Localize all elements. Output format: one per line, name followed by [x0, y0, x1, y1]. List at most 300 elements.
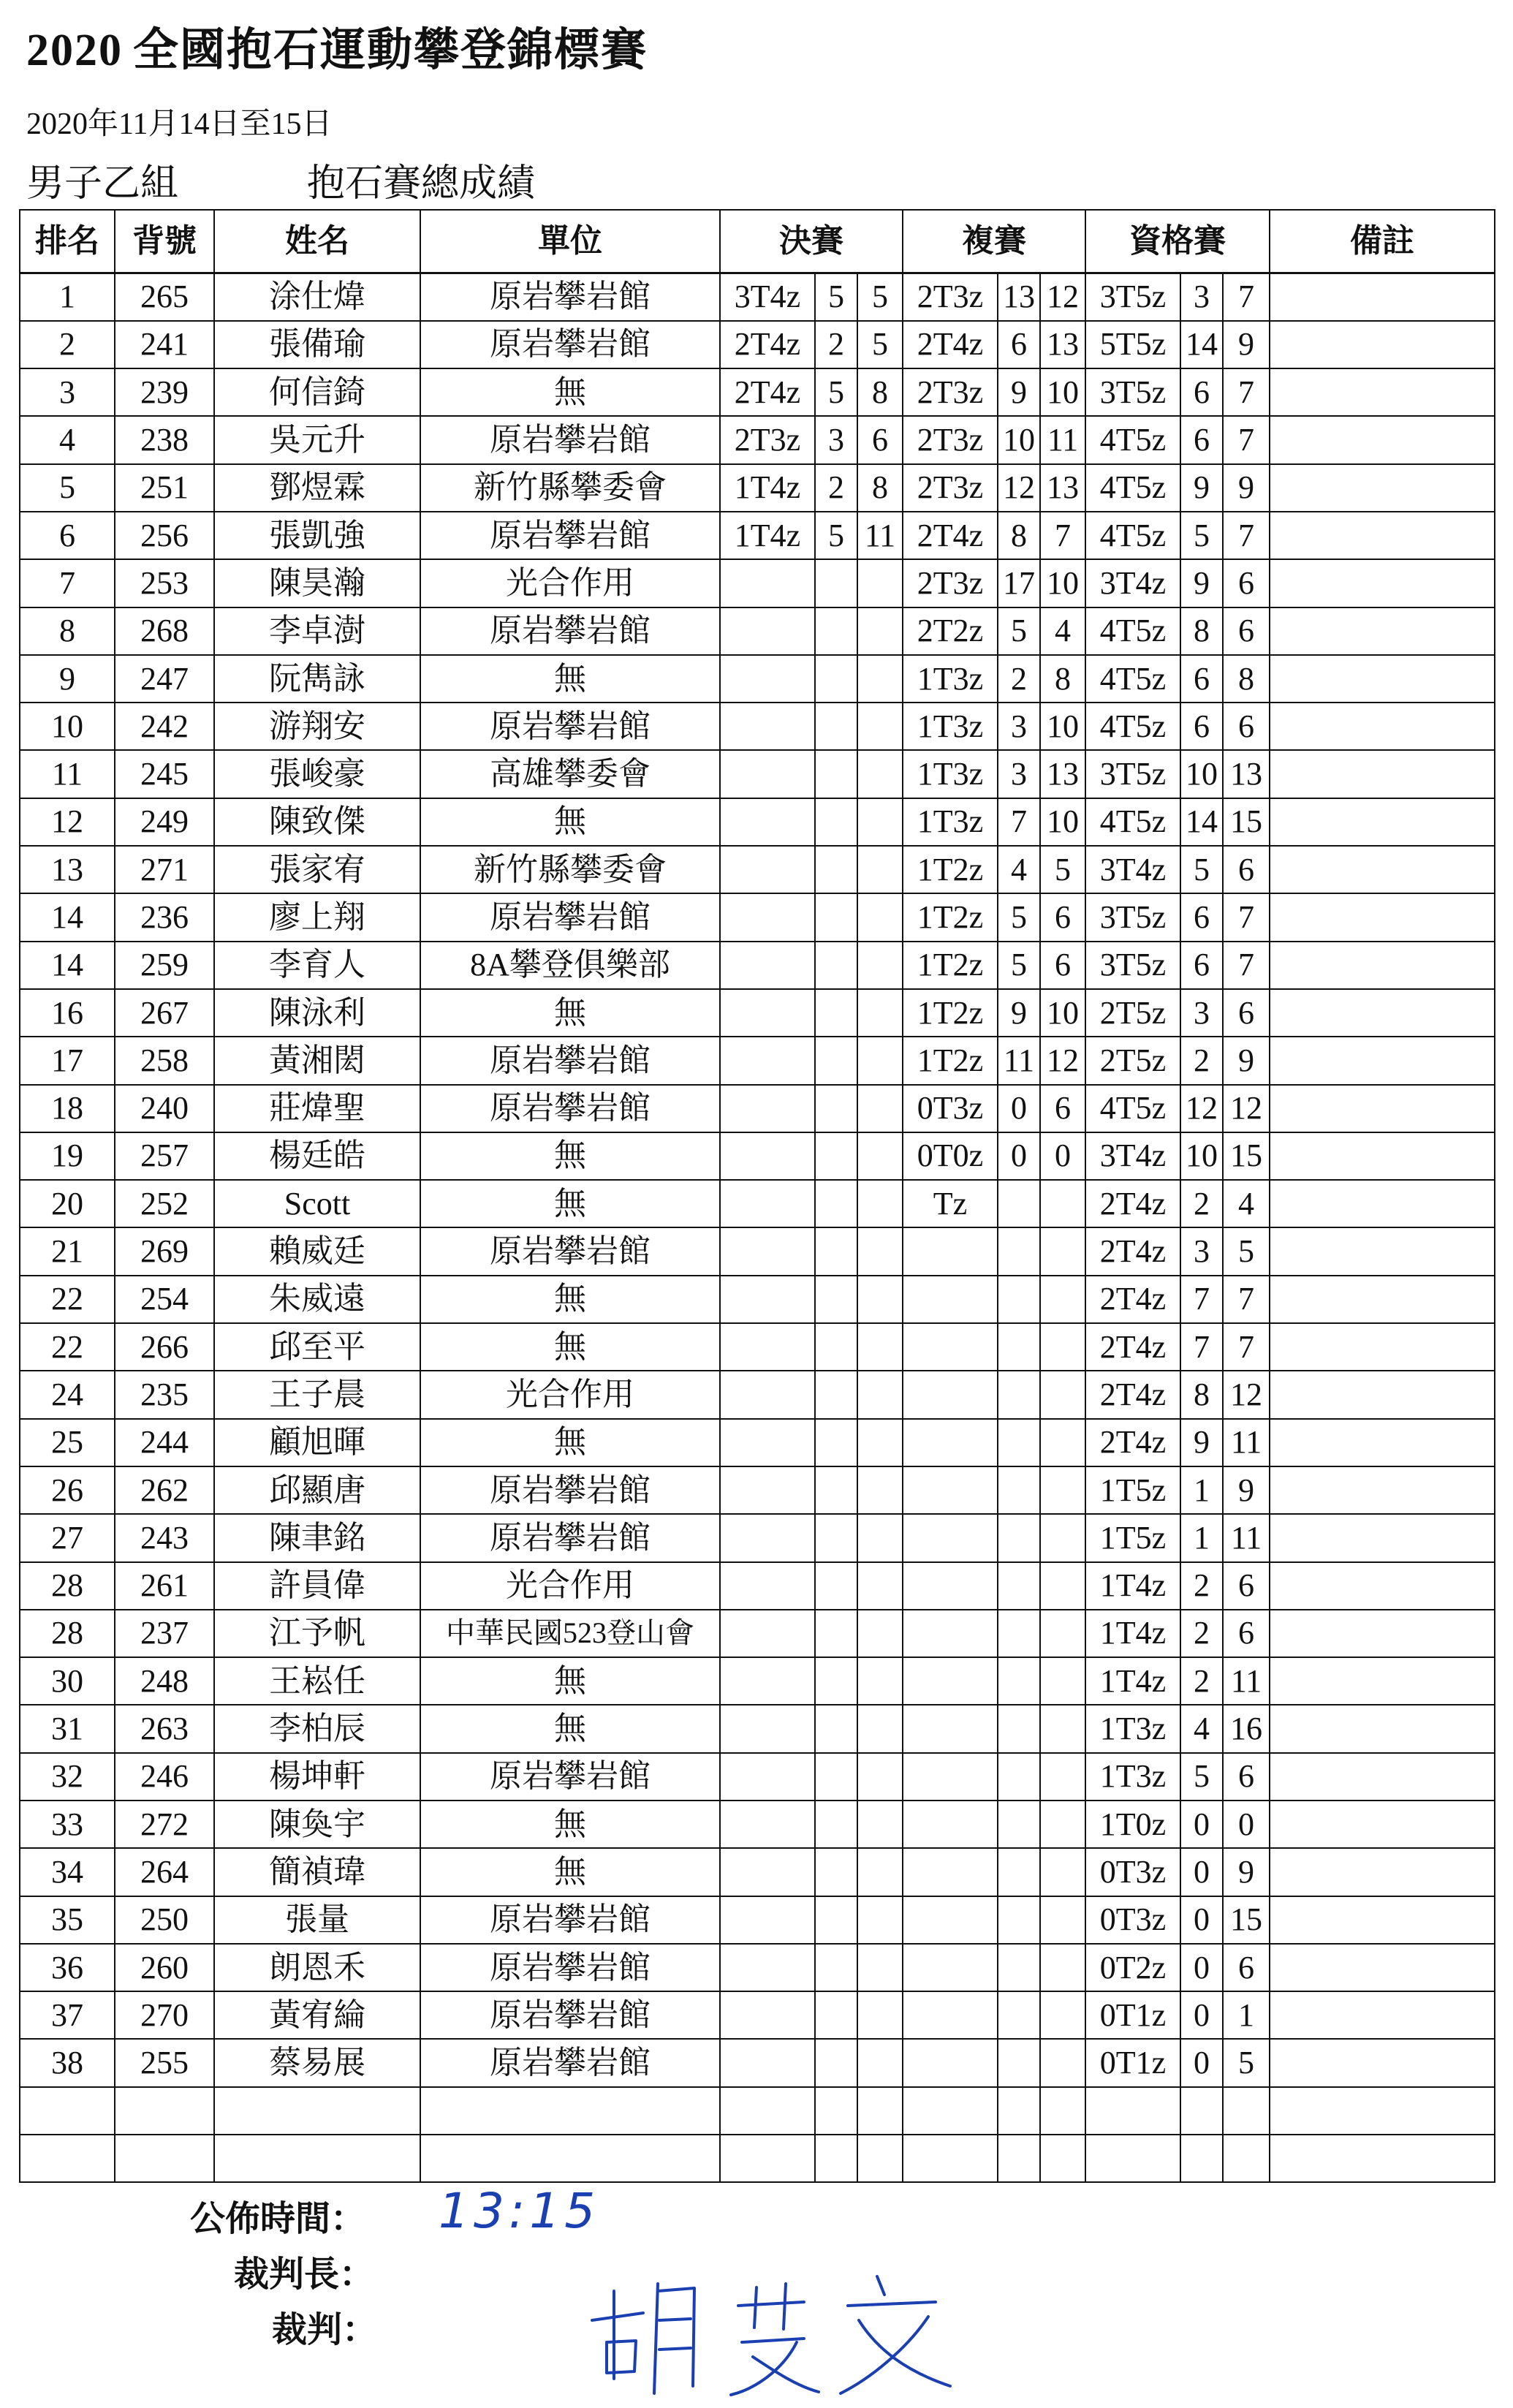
remarks-cell — [1270, 2039, 1495, 2086]
name-cell: 李柏辰 — [214, 1705, 420, 1752]
rank-cell — [20, 2087, 115, 2135]
rank-cell: 28 — [20, 1610, 115, 1657]
unit-cell: 無 — [420, 1657, 720, 1705]
qualification-zone-attempts-cell: 15 — [1223, 1896, 1270, 1944]
title — [26, 13, 648, 78]
final-tops-cell — [720, 1466, 815, 1514]
table-row — [20, 559, 1495, 607]
unit-cell: 原岩攀岩館 — [420, 1944, 720, 1991]
qualification-tops-cell: 3T4z — [1085, 846, 1180, 893]
qualification-top-attempts-cell: 0 — [1180, 2039, 1223, 2086]
qualification-tops-cell: 0T1z — [1085, 2039, 1180, 2086]
semifinal-top-attempts-cell — [998, 2087, 1040, 2135]
remarks-cell — [1270, 321, 1495, 368]
col-remarks: 備註 — [1270, 210, 1495, 273]
name-cell: 莊煒聖 — [214, 1085, 420, 1132]
final-zone-attempts-cell — [857, 1180, 903, 1227]
table-row — [20, 1657, 1495, 1705]
bib-cell: 259 — [115, 942, 214, 989]
name-cell: 顧旭暉 — [214, 1419, 420, 1466]
bib-cell: 244 — [115, 1419, 214, 1466]
name-cell — [214, 2135, 420, 2182]
qualification-zone-attempts-cell: 11 — [1223, 1419, 1270, 1466]
semifinal-zone-attempts-cell: 5 — [1040, 846, 1085, 893]
semifinal-zone-attempts-cell — [1040, 1801, 1085, 1848]
semifinal-tops-cell: 2T3z — [903, 464, 998, 512]
table-row — [20, 1610, 1495, 1657]
semifinal-zone-attempts-cell: 6 — [1040, 1085, 1085, 1132]
final-top-attempts-cell — [815, 2087, 857, 2135]
semifinal-tops-cell: 1T2z — [903, 1037, 998, 1084]
final-tops-cell — [720, 1514, 815, 1561]
qualification-zone-attempts-cell: 12 — [1223, 1371, 1270, 1418]
unit-cell: 無 — [420, 1323, 720, 1371]
semifinal-zone-attempts-cell: 8 — [1040, 655, 1085, 703]
qualification-zone-attempts-cell: 5 — [1223, 2039, 1270, 2086]
final-zone-attempts-cell — [857, 1037, 903, 1084]
final-tops-cell — [720, 1276, 815, 1323]
qualification-zone-attempts-cell: 12 — [1223, 1085, 1270, 1132]
table-row — [20, 1419, 1495, 1466]
remarks-cell — [1270, 1991, 1495, 2039]
final-zone-attempts-cell — [857, 1753, 903, 1801]
final-tops-cell — [720, 989, 815, 1037]
final-tops-cell — [720, 1180, 815, 1227]
final-zone-attempts-cell — [857, 1801, 903, 1848]
final-top-attempts-cell — [815, 846, 857, 893]
semifinal-top-attempts-cell — [998, 2135, 1040, 2182]
semifinal-top-attempts-cell: 3 — [998, 750, 1040, 798]
title-year: 2020 — [26, 26, 123, 75]
semifinal-tops-cell — [903, 1753, 998, 1801]
name-cell: 陳昊瀚 — [214, 559, 420, 607]
semifinal-tops-cell — [903, 1466, 998, 1514]
rank-cell: 30 — [20, 1657, 115, 1705]
rank-cell: 24 — [20, 1371, 115, 1418]
qualification-top-attempts-cell: 10 — [1180, 750, 1223, 798]
semifinal-tops-cell — [903, 1227, 998, 1275]
name-cell: 李卓澍 — [214, 607, 420, 655]
table-row — [20, 1371, 1495, 1418]
remarks-cell — [1270, 846, 1495, 893]
qualification-tops-cell: 3T4z — [1085, 559, 1180, 607]
final-top-attempts-cell — [815, 1180, 857, 1227]
semifinal-tops-cell: 1T2z — [903, 942, 998, 989]
semifinal-tops-cell — [903, 1801, 998, 1848]
qualification-top-attempts-cell: 0 — [1180, 1944, 1223, 1991]
bib-cell: 253 — [115, 559, 214, 607]
qualification-top-attempts-cell: 1 — [1180, 1466, 1223, 1514]
semifinal-tops-cell: 2T3z — [903, 273, 998, 321]
qualification-top-attempts-cell: 0 — [1180, 1848, 1223, 1896]
remarks-cell — [1270, 1801, 1495, 1848]
final-tops-cell — [720, 1657, 815, 1705]
bib-cell: 257 — [115, 1132, 214, 1180]
qualification-top-attempts-cell: 9 — [1180, 464, 1223, 512]
rank-cell: 22 — [20, 1323, 115, 1371]
qualification-tops-cell: 2T4z — [1085, 1323, 1180, 1371]
table-row — [20, 2039, 1495, 2086]
rank-cell: 5 — [20, 464, 115, 512]
final-tops-cell: 2T4z — [720, 368, 815, 416]
col-final: 決賽 — [720, 210, 903, 273]
bib-cell: 235 — [115, 1371, 214, 1418]
announce-time-value: 13:15 — [439, 2183, 600, 2239]
final-top-attempts-cell — [815, 1085, 857, 1132]
final-tops-cell — [720, 1801, 815, 1848]
remarks-cell — [1270, 1896, 1495, 1944]
remarks-cell — [1270, 1753, 1495, 1801]
semifinal-zone-attempts-cell: 11 — [1040, 416, 1085, 463]
bib-cell: 264 — [115, 1848, 214, 1896]
semifinal-zone-attempts-cell — [1040, 1323, 1085, 1371]
table-row — [20, 703, 1495, 750]
remarks-cell — [1270, 2087, 1495, 2135]
table-row — [20, 798, 1495, 846]
semifinal-top-attempts-cell — [998, 1991, 1040, 2039]
name-cell: 陳致傑 — [214, 798, 420, 846]
semifinal-tops-cell: 0T3z — [903, 1085, 998, 1132]
semifinal-zone-attempts-cell — [1040, 2135, 1085, 2182]
qualification-zone-attempts-cell: 6 — [1223, 559, 1270, 607]
qualification-zone-attempts-cell: 15 — [1223, 1132, 1270, 1180]
table-row — [20, 321, 1495, 368]
semifinal-top-attempts-cell — [998, 1944, 1040, 1991]
remarks-cell — [1270, 1085, 1495, 1132]
rank-cell: 28 — [20, 1562, 115, 1610]
remarks-cell — [1270, 1848, 1495, 1896]
qualification-tops-cell: 4T5z — [1085, 798, 1180, 846]
bib-cell: 243 — [115, 1514, 214, 1561]
remarks-cell — [1270, 1944, 1495, 1991]
qualification-top-attempts-cell: 6 — [1180, 368, 1223, 416]
semifinal-tops-cell — [903, 1323, 998, 1371]
qualification-tops-cell: 4T5z — [1085, 703, 1180, 750]
final-top-attempts-cell — [815, 607, 857, 655]
bib-cell: 269 — [115, 1227, 214, 1275]
final-tops-cell — [720, 1371, 815, 1418]
final-top-attempts-cell — [815, 1991, 857, 2039]
final-tops-cell — [720, 2135, 815, 2182]
name-cell: 許員偉 — [214, 1562, 420, 1610]
remarks-cell — [1270, 1514, 1495, 1561]
name-cell: 張凱強 — [214, 512, 420, 559]
qualification-top-attempts-cell: 14 — [1180, 321, 1223, 368]
final-zone-attempts-cell — [857, 1896, 903, 1944]
col-qualification: 資格賽 — [1085, 210, 1270, 273]
final-tops-cell — [720, 1896, 815, 1944]
unit-cell: 光合作用 — [420, 1371, 720, 1418]
qualification-top-attempts-cell: 4 — [1180, 1705, 1223, 1752]
semifinal-zone-attempts-cell — [1040, 1991, 1085, 2039]
table-row — [20, 607, 1495, 655]
semifinal-tops-cell: 1T3z — [903, 655, 998, 703]
qualification-top-attempts-cell: 9 — [1180, 559, 1223, 607]
semifinal-tops-cell — [903, 1514, 998, 1561]
semifinal-tops-cell: 1T3z — [903, 703, 998, 750]
rank-cell: 20 — [20, 1180, 115, 1227]
semifinal-tops-cell: 2T3z — [903, 559, 998, 607]
bib-cell: 246 — [115, 1753, 214, 1801]
final-top-attempts-cell — [815, 1323, 857, 1371]
qualification-zone-attempts-cell: 7 — [1223, 893, 1270, 941]
final-top-attempts-cell: 5 — [815, 368, 857, 416]
bib-cell: 261 — [115, 1562, 214, 1610]
name-cell: 涂仕煒 — [214, 273, 420, 321]
unit-cell: 原岩攀岩館 — [420, 1227, 720, 1275]
name-cell: 何信錡 — [214, 368, 420, 416]
unit-cell: 原岩攀岩館 — [420, 607, 720, 655]
remarks-cell — [1270, 1610, 1495, 1657]
semifinal-zone-attempts-cell — [1040, 2039, 1085, 2086]
final-zone-attempts-cell — [857, 989, 903, 1037]
qualification-zone-attempts-cell: 9 — [1223, 321, 1270, 368]
semifinal-zone-attempts-cell: 4 — [1040, 607, 1085, 655]
qualification-zone-attempts-cell: 9 — [1223, 464, 1270, 512]
qualification-top-attempts-cell: 5 — [1180, 1753, 1223, 1801]
qualification-zone-attempts-cell: 6 — [1223, 1753, 1270, 1801]
final-top-attempts-cell — [815, 1227, 857, 1275]
name-cell: 楊坤軒 — [214, 1753, 420, 1801]
semifinal-top-attempts-cell: 12 — [998, 464, 1040, 512]
unit-cell: 8A攀登俱樂部 — [420, 942, 720, 989]
final-zone-attempts-cell — [857, 1610, 903, 1657]
final-tops-cell: 2T4z — [720, 321, 815, 368]
rank-cell: 19 — [20, 1132, 115, 1180]
final-tops-cell — [720, 559, 815, 607]
final-top-attempts-cell: 5 — [815, 512, 857, 559]
final-zone-attempts-cell — [857, 1323, 903, 1371]
qualification-zone-attempts-cell: 9 — [1223, 1848, 1270, 1896]
semifinal-top-attempts-cell — [998, 1801, 1040, 1848]
final-tops-cell — [720, 1085, 815, 1132]
name-cell: 黃湘閎 — [214, 1037, 420, 1084]
qualification-tops-cell: 1T5z — [1085, 1514, 1180, 1561]
rank-cell: 33 — [20, 1801, 115, 1848]
name-cell — [214, 2087, 420, 2135]
final-tops-cell — [720, 798, 815, 846]
final-tops-cell — [720, 2087, 815, 2135]
table-row — [20, 1991, 1495, 2039]
final-tops-cell — [720, 655, 815, 703]
unit-cell: 光合作用 — [420, 1562, 720, 1610]
semifinal-top-attempts-cell: 0 — [998, 1085, 1040, 1132]
qualification-top-attempts-cell: 5 — [1180, 512, 1223, 559]
semifinal-tops-cell: 2T4z — [903, 321, 998, 368]
semifinal-zone-attempts-cell — [1040, 1896, 1085, 1944]
bib-cell: 267 — [115, 989, 214, 1037]
semifinal-top-attempts-cell: 5 — [998, 942, 1040, 989]
name-cell: 朱威遠 — [214, 1276, 420, 1323]
semifinal-zone-attempts-cell — [1040, 1562, 1085, 1610]
announce-time-label: 公佈時間： — [190, 2198, 366, 2239]
final-zone-attempts-cell — [857, 1991, 903, 2039]
semifinal-tops-cell — [903, 1562, 998, 1610]
final-tops-cell: 3T4z — [720, 273, 815, 321]
semifinal-top-attempts-cell — [998, 1753, 1040, 1801]
semifinal-top-attempts-cell — [998, 2039, 1040, 2086]
final-top-attempts-cell — [815, 989, 857, 1037]
semifinal-top-attempts-cell — [998, 1227, 1040, 1275]
table-row — [20, 1562, 1495, 1610]
unit-cell: 無 — [420, 1132, 720, 1180]
bib-cell: 258 — [115, 1037, 214, 1084]
name-cell: 陳泳利 — [214, 989, 420, 1037]
semifinal-zone-attempts-cell: 6 — [1040, 893, 1085, 941]
qualification-zone-attempts-cell: 7 — [1223, 368, 1270, 416]
final-tops-cell — [720, 1610, 815, 1657]
rank-cell: 11 — [20, 750, 115, 798]
qualification-top-attempts-cell: 3 — [1180, 273, 1223, 321]
unit-cell: 原岩攀岩館 — [420, 1037, 720, 1084]
unit-cell: 原岩攀岩館 — [420, 1085, 720, 1132]
semifinal-tops-cell — [903, 1276, 998, 1323]
unit-cell: 原岩攀岩館 — [420, 512, 720, 559]
remarks-cell — [1270, 1562, 1495, 1610]
unit-cell: 原岩攀岩館 — [420, 2039, 720, 2086]
final-top-attempts-cell — [815, 942, 857, 989]
name-cell: 張家宥 — [214, 846, 420, 893]
bib-cell: 236 — [115, 893, 214, 941]
final-zone-attempts-cell — [857, 2039, 903, 2086]
table-row — [20, 368, 1495, 416]
final-zone-attempts-cell — [857, 1562, 903, 1610]
table-row — [20, 655, 1495, 703]
col-semifinal: 複賽 — [903, 210, 1085, 273]
qualification-tops-cell: 4T5z — [1085, 512, 1180, 559]
qualification-top-attempts-cell: 8 — [1180, 607, 1223, 655]
bib-cell: 248 — [115, 1657, 214, 1705]
final-tops-cell — [720, 1227, 815, 1275]
unit-cell — [420, 2135, 720, 2182]
bib-cell: 260 — [115, 1944, 214, 1991]
final-tops-cell — [720, 1419, 815, 1466]
final-tops-cell: 2T3z — [720, 416, 815, 463]
semifinal-tops-cell: 2T3z — [903, 416, 998, 463]
rank-cell: 36 — [20, 1944, 115, 1991]
final-zone-attempts-cell: 5 — [857, 321, 903, 368]
unit-cell: 無 — [420, 989, 720, 1037]
unit-cell: 無 — [420, 655, 720, 703]
qualification-tops-cell: 3T5z — [1085, 750, 1180, 798]
final-top-attempts-cell: 3 — [815, 416, 857, 463]
remarks-cell — [1270, 368, 1495, 416]
qualification-zone-attempts-cell: 13 — [1223, 750, 1270, 798]
col-bib: 背號 — [115, 210, 214, 273]
rank-cell: 3 — [20, 368, 115, 416]
unit-cell: 無 — [420, 1276, 720, 1323]
name-cell: 阮雋詠 — [214, 655, 420, 703]
name-cell: 楊廷皓 — [214, 1132, 420, 1180]
remarks-cell — [1270, 942, 1495, 989]
final-top-attempts-cell — [815, 1801, 857, 1848]
rank-cell: 35 — [20, 1896, 115, 1944]
qualification-zone-attempts-cell — [1223, 2135, 1270, 2182]
results-table — [19, 209, 1495, 2183]
qualification-tops-cell: 2T4z — [1085, 1227, 1180, 1275]
qualification-tops-cell: 2T5z — [1085, 1037, 1180, 1084]
final-top-attempts-cell — [815, 1657, 857, 1705]
qualification-top-attempts-cell: 3 — [1180, 989, 1223, 1037]
table-row — [20, 1132, 1495, 1180]
unit-cell: 無 — [420, 1705, 720, 1752]
qualification-tops-cell: 5T5z — [1085, 321, 1180, 368]
qualification-top-attempts-cell: 6 — [1180, 416, 1223, 463]
rank-cell: 16 — [20, 989, 115, 1037]
remarks-cell — [1270, 750, 1495, 798]
bib-cell: 245 — [115, 750, 214, 798]
group-label: 男子乙組 — [26, 162, 179, 205]
rank-cell: 9 — [20, 655, 115, 703]
final-top-attempts-cell — [815, 1132, 857, 1180]
final-zone-attempts-cell — [857, 893, 903, 941]
final-top-attempts-cell — [815, 1896, 857, 1944]
semifinal-top-attempts-cell — [998, 1657, 1040, 1705]
name-cell: 吳元升 — [214, 416, 420, 463]
table-row — [20, 1466, 1495, 1514]
semifinal-top-attempts-cell — [998, 1371, 1040, 1418]
bib-cell: 262 — [115, 1466, 214, 1514]
semifinal-zone-attempts-cell: 10 — [1040, 368, 1085, 416]
table-row — [20, 989, 1495, 1037]
qualification-zone-attempts-cell: 6 — [1223, 1944, 1270, 1991]
bib-cell: 241 — [115, 321, 214, 368]
semifinal-tops-cell: 1T3z — [903, 750, 998, 798]
final-zone-attempts-cell — [857, 1132, 903, 1180]
semifinal-tops-cell: 1T2z — [903, 989, 998, 1037]
rank-cell: 10 — [20, 703, 115, 750]
qualification-tops-cell: 1T0z — [1085, 1801, 1180, 1848]
bib-cell — [115, 2135, 214, 2182]
qualification-top-attempts-cell: 0 — [1180, 1801, 1223, 1848]
final-tops-cell — [720, 1323, 815, 1371]
qualification-zone-attempts-cell: 7 — [1223, 512, 1270, 559]
qualification-top-attempts-cell: 5 — [1180, 846, 1223, 893]
unit-cell: 新竹縣攀委會 — [420, 846, 720, 893]
final-top-attempts-cell — [815, 1276, 857, 1323]
semifinal-zone-attempts-cell — [1040, 1371, 1085, 1418]
semifinal-zone-attempts-cell: 0 — [1040, 1132, 1085, 1180]
semifinal-top-attempts-cell — [998, 1276, 1040, 1323]
qualification-tops-cell: 3T4z — [1085, 1132, 1180, 1180]
semifinal-tops-cell — [903, 1896, 998, 1944]
semifinal-zone-attempts-cell: 13 — [1040, 464, 1085, 512]
title-text: 全國抱石運動攀登錦標賽 — [133, 23, 648, 76]
qualification-top-attempts-cell: 0 — [1180, 1896, 1223, 1944]
bib-cell: 268 — [115, 607, 214, 655]
final-tops-cell — [720, 1562, 815, 1610]
semifinal-top-attempts-cell: 8 — [998, 512, 1040, 559]
qualification-tops-cell — [1085, 2135, 1180, 2182]
qualification-tops-cell: 1T3z — [1085, 1705, 1180, 1752]
qualification-zone-attempts-cell: 11 — [1223, 1514, 1270, 1561]
qualification-tops-cell: 2T4z — [1085, 1419, 1180, 1466]
rank-cell: 26 — [20, 1466, 115, 1514]
unit-cell: 光合作用 — [420, 559, 720, 607]
remarks-cell — [1270, 512, 1495, 559]
bib-cell: 266 — [115, 1323, 214, 1371]
qualification-top-attempts-cell: 6 — [1180, 893, 1223, 941]
final-top-attempts-cell — [815, 559, 857, 607]
bib-cell: 240 — [115, 1085, 214, 1132]
rank-cell: 14 — [20, 942, 115, 989]
final-zone-attempts-cell — [857, 750, 903, 798]
qualification-tops-cell: 0T1z — [1085, 1991, 1180, 2039]
unit-cell: 原岩攀岩館 — [420, 416, 720, 463]
semifinal-zone-attempts-cell — [1040, 1276, 1085, 1323]
table-row — [20, 1514, 1495, 1561]
qualification-tops-cell: 2T5z — [1085, 989, 1180, 1037]
